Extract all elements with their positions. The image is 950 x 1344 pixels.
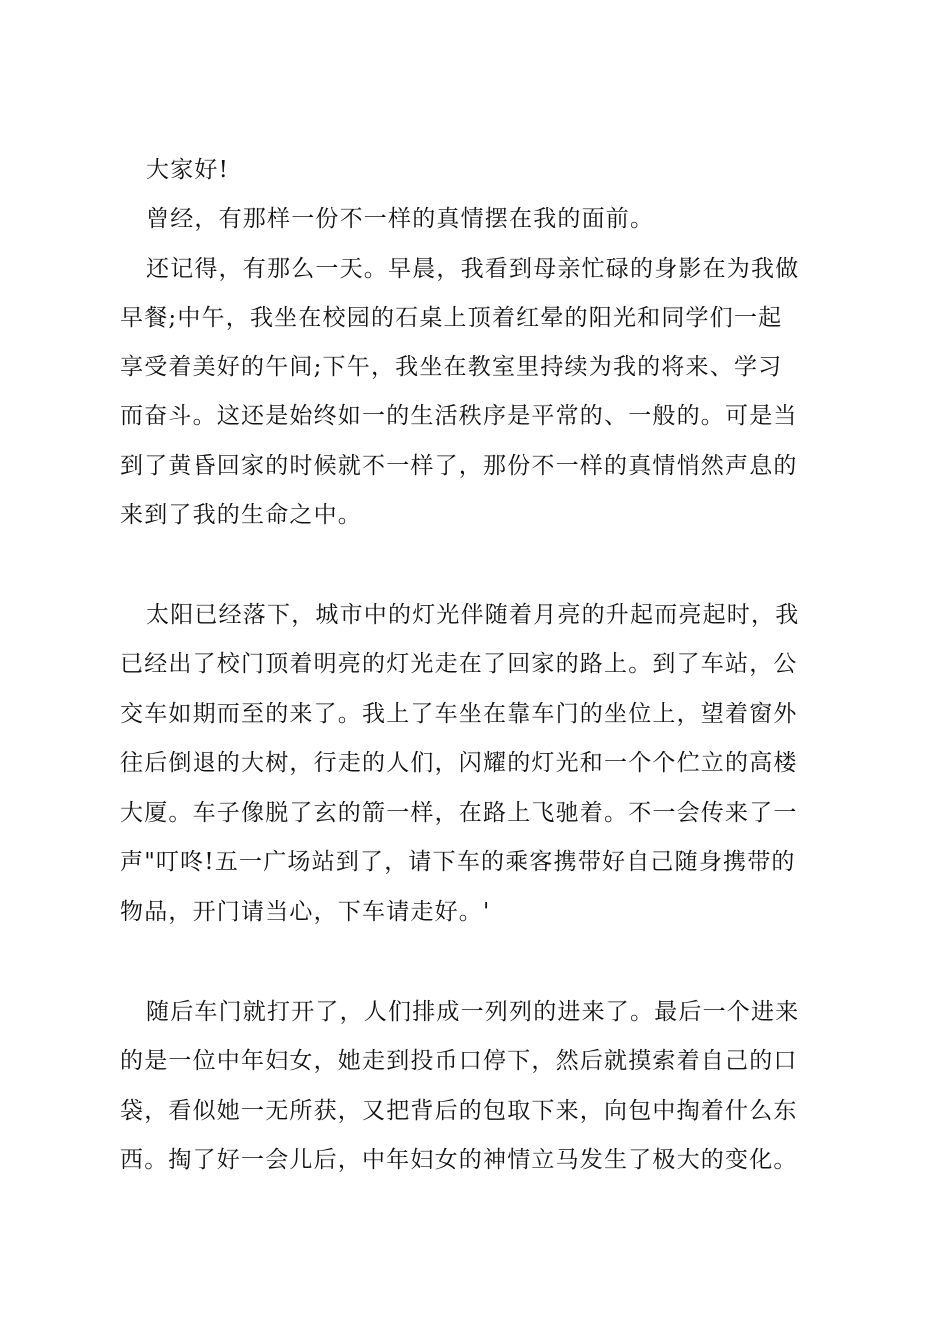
paragraph-3-line-2: 已经出了校门顶着明亮的灯光走在了回家的路上。到了车站，公 (120, 651, 798, 677)
paragraph-2-line-6: 来到了我的生命之中。 (120, 502, 362, 528)
paragraph-3-line-3: 交车如期而至的来了。我上了车坐在靠车门的坐位上，望着窗外 (120, 701, 798, 727)
paragraph-3-line-6: 声"叮咚!五一广场站到了，请下车的乘客携带好自己随身携带的 (120, 849, 796, 875)
greeting-line: 大家好! (146, 157, 230, 183)
paragraph-4-line-4: 西。掏了好一会儿后，中年妇女的神情立马发生了极大的变化。 (120, 1147, 798, 1173)
paragraph-3-line-7: 物品，开门请当心，下车请走好。' (120, 899, 491, 925)
paragraph-4-line-3: 袋，看似她一无所获，又把背后的包取下来，向包中掏着什么东 (120, 1098, 798, 1124)
paragraph-4-line-1: 随后车门就打开了，人们排成一列列的进来了。最后一个进来 (146, 999, 800, 1025)
paragraph-3-line-5: 大厦。车子像脱了玄的箭一样，在路上飞驰着。不一会传来了一 (120, 800, 798, 826)
paragraph-3-line-1: 太阳已经落下，城市中的灯光伴随着月亮的升起而亮起时，我 (146, 602, 800, 628)
paragraph-1-line-1: 曾经，有那样一份不一样的真情摆在我的面前。 (146, 206, 655, 232)
paragraph-2-line-4: 而奋斗。这还是始终如一的生活秩序是平常的、一般的。可是当 (120, 403, 798, 429)
paragraph-2-line-2: 早餐;中午，我坐在校园的石桌上顶着红晕的阳光和同学们一起 (120, 305, 783, 331)
paragraph-2-line-1: 还记得，有那么一天。早晨，我看到母亲忙碌的身影在为我做 (146, 256, 800, 282)
paragraph-2-line-3: 享受着美好的午间;下午，我坐在教室里持续为我的将来、学习 (120, 354, 783, 380)
paragraph-2-line-5: 到了黄昏回家的时候就不一样了，那份不一样的真情悄然声息的 (120, 453, 798, 479)
paragraph-4-line-2: 的是一位中年妇女，她走到投币口停下，然后就摸索着自己的口 (120, 1048, 798, 1074)
paragraph-3-line-4: 往后倒退的大树，行走的人们，闪耀的灯光和一个个伫立的高楼 (120, 750, 798, 776)
